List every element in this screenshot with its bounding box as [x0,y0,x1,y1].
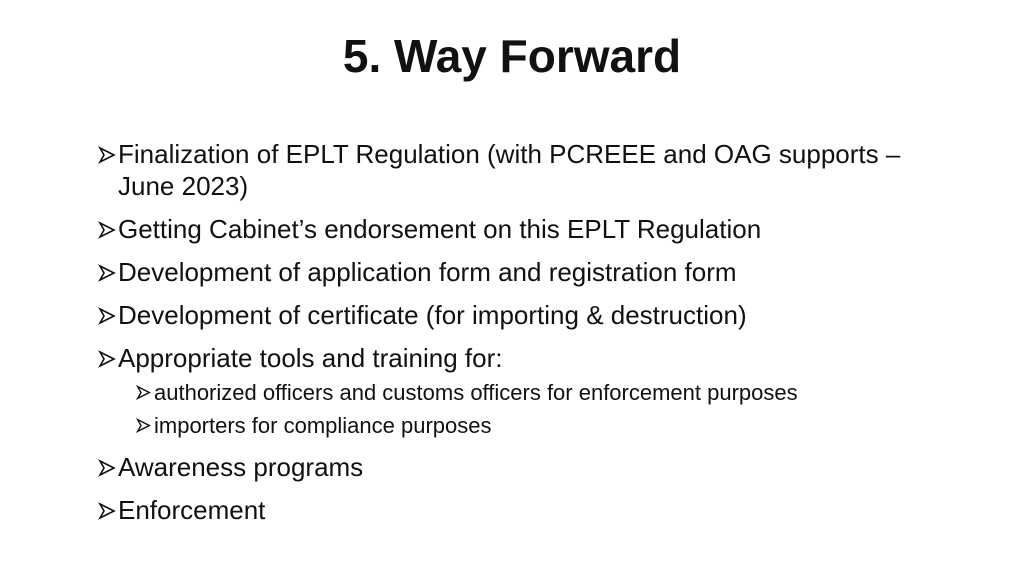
bullet-item [98,494,958,526]
sub-bullet-item [136,378,958,408]
bullet-text: Getting Cabinet’s endorsement on this EPLT Regulation [118,214,762,244]
arrowhead-bullet-icon [136,418,151,433]
bullet-list [98,138,958,537]
bullet-item [98,213,958,245]
bullet-item [98,342,958,374]
bullet-item [98,138,958,202]
arrowhead-bullet-icon [98,459,116,477]
bullet-text: Enforcement [118,495,266,525]
arrowhead-bullet-icon [98,350,116,368]
arrowhead-bullet-icon [98,221,116,239]
sub-bullet-text: importers for compliance purposes [154,413,492,438]
arrowhead-bullet-icon [98,502,116,520]
arrowhead-bullet-icon [98,146,116,164]
bullet-text: Awareness programs [118,452,364,482]
sub-bullet-text: authorized officers and customs officers for enforcement purposes [154,380,798,405]
arrowhead-bullet-icon [136,385,151,400]
bullet-item [98,256,958,288]
bullet-item [98,451,958,483]
bullet-text: Finalization of EPLT Regulation (with PCREEE and OAG supports – June 2023) [118,139,901,201]
arrowhead-bullet-icon [98,307,116,325]
sub-bullet-item [136,411,958,441]
bullet-text: Appropriate tools and training for: [118,343,503,373]
bullet-text: Development of application form and registration form [118,257,737,287]
arrowhead-bullet-icon [98,264,116,282]
slide-title: 5. Way Forward [342,30,682,82]
bullet-item [98,299,958,331]
bullet-text: Development of certificate (for importing & destruction) [118,300,747,330]
